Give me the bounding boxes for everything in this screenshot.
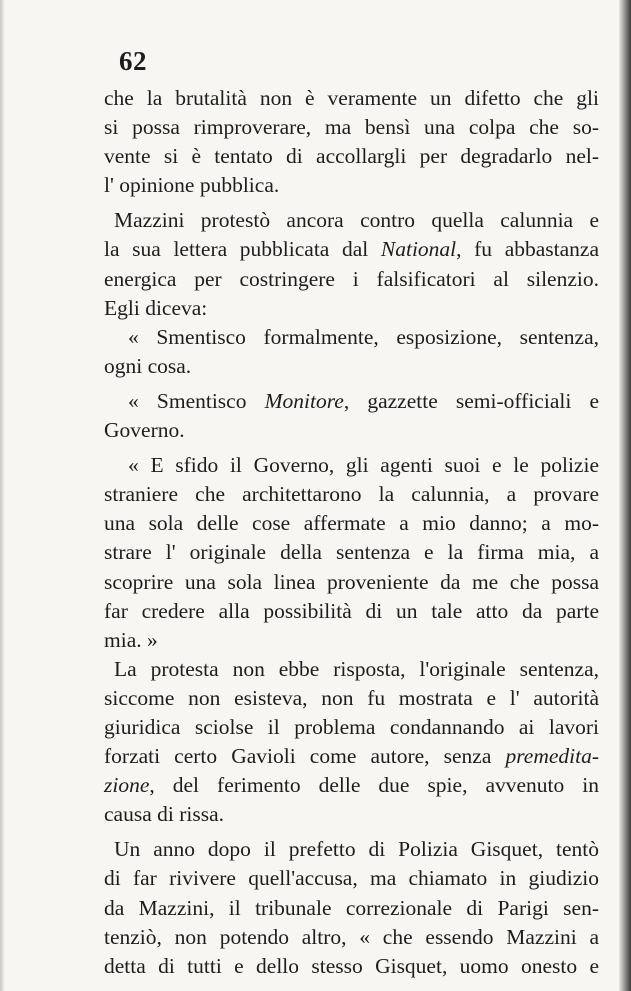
emphasis: zione — [104, 773, 150, 798]
text-line: « Smentisco formalmente, esposizione, sentenza, — [128, 324, 599, 349]
text-line: detta di tutti e dello stesso Gisquet, uomo onesto e — [104, 953, 599, 978]
text-line: « Smentisco Monitore, gazzette semi-officiali e — [128, 388, 599, 413]
page-binding-shadow — [619, 0, 631, 991]
text-line: Egli diceva: — [104, 295, 208, 320]
text-line: da Mazzini, il tribunale correzionale di Parigi sen- — [104, 895, 599, 920]
text-line: strare l' originale della sentenza e la firma mia, a — [104, 540, 599, 565]
text-line: mia. » — [104, 627, 158, 652]
newspaper-title: National — [380, 237, 457, 262]
text-line: straniere che architettarono la calunnia, a provare — [104, 482, 599, 507]
text-line: La protesta non ebbe risposta, l'originale sentenza, — [114, 656, 599, 681]
text-line: Governo. — [104, 418, 185, 443]
text-line: causa di rissa. — [104, 802, 225, 827]
text-line: la sua lettera pubblicata dal National, fu abbastanza — [104, 237, 599, 262]
emphasis: premedita- — [505, 744, 599, 769]
text-line: far credere alla possibilità di un tale atto da parte — [104, 598, 599, 623]
text-line: ogni cosa. — [104, 353, 192, 378]
text-line: di far rivivere quell'accusa, ma chiamato in giudizio — [104, 866, 599, 891]
text-line: forzati certo Gavioli come autore, senza premedita- — [104, 744, 599, 769]
text-line: Mazzini protestò ancora contro quella calunnia e — [114, 208, 599, 233]
text-line: Un anno dopo il prefetto di Polizia Gisquet, tentò — [114, 837, 599, 862]
text-line: zione, del ferimento delle due spie, avvenuto in — [104, 773, 599, 798]
text-line: una sola delle cose affermate a mio danno; a mo- — [104, 511, 599, 536]
text-line: scoprire una sola linea proveniente da me che possa — [104, 569, 599, 594]
text-line: siccome non esisteva, non fu mostrata e l' autorità — [104, 685, 599, 710]
body-text — [104, 84, 599, 981]
newspaper-title: Monitore — [264, 388, 344, 413]
text-line: che la brutalità non è veramente un difetto che gli — [104, 86, 599, 110]
text-line: vente si è tentato di accollargli per degradarlo nel- — [104, 144, 599, 169]
text-line: energica per costringere i falsificatori al silenzio. — [104, 266, 599, 291]
text-line: « E sfido il Governo, gli agenti suoi e le polizie — [128, 453, 599, 478]
page-left-edge — [0, 0, 5, 991]
text-line: tenziò, non potendo altro, « che essendo Mazzini a — [104, 924, 599, 949]
text-line: si possa rimproverare, ma bensì una colpa che so- — [104, 115, 599, 140]
text-line: giuridica sciolse il problema condannando ai lavori — [104, 714, 599, 739]
page-number: 62 — [119, 46, 147, 76]
text-line: l' opinione pubblica. — [104, 173, 280, 198]
